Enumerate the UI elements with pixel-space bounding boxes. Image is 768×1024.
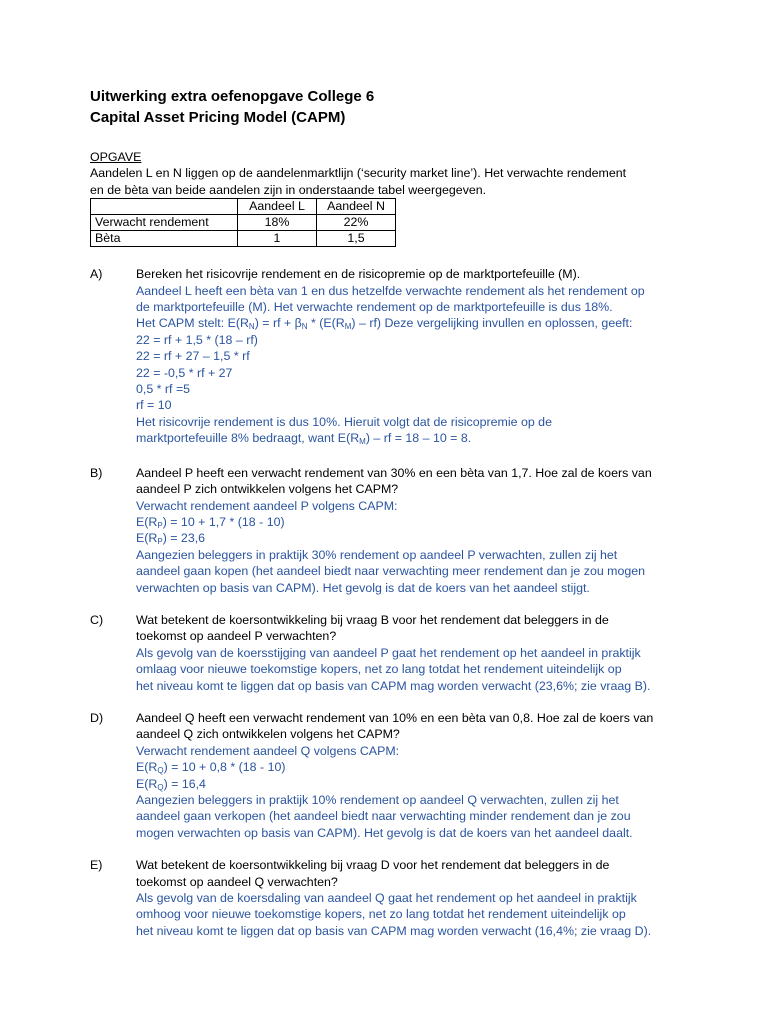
formula-subscript: Q [157, 766, 164, 776]
answer-line: Verwacht rendement aandeel Q volgens CAPM: [136, 743, 400, 758]
answer-line: verwachten op basis van CAPM). Het gevolg is dat de koers van het aandeel stijgt. [136, 580, 590, 595]
answer-line: 22 = rf + 27 – 1,5 * rf [136, 349, 250, 364]
question-label: B) [90, 465, 103, 480]
formula-part: ) = 10 + 1,7 * (18 - 10) [162, 514, 285, 529]
question-text: aandeel P zich ontwikkelen volgens het CAPM? [136, 482, 399, 497]
answer-line: aandeel gaan verkopen (het aandeel biedt naar verwachting minder rendement dan je zou [136, 809, 631, 824]
answer-line [136, 514, 690, 530]
question-b [90, 465, 690, 596]
question-text: toekomst op aandeel P verwachten? [136, 629, 337, 644]
formula-part: ) = 16,4 [163, 776, 206, 791]
answer-line: Aandeel L heeft een bèta van 1 en dus hetzelfde verwachte rendement als het rendement op [136, 283, 645, 298]
answer-line: aandeel gaan kopen (het aandeel biedt naar verwachting meer rendement dan je zou mogen [136, 564, 646, 579]
formula-part: * (E(R [307, 316, 345, 331]
table-row [91, 215, 396, 231]
question-label: C) [90, 612, 104, 627]
question-body [136, 710, 690, 841]
table-header-cell: Aandeel L [238, 199, 317, 215]
formula-part: E(R [136, 776, 158, 791]
answer-line: de marktportefeuille (M). Het verwachte rendement op de marktportefeuille is dus 18%. [136, 300, 613, 315]
question-text: Bereken het risicovrije rendement en de risicopremie op de marktportefeuille (M). [136, 267, 581, 282]
formula-part: ) = 10 + 0,8 * (18 - 10) [163, 760, 286, 775]
formula-part: ) = 23,6 [162, 531, 206, 546]
question-body [136, 612, 690, 694]
table-cell: 1,5 [317, 231, 396, 247]
document-subtitle: Capital Asset Pricing Model (CAPM) [90, 109, 346, 126]
answer-line: Aangezien beleggers in praktijk 10% rendement op aandeel Q verwachten, zullen zij het [136, 793, 619, 807]
answer-line: het niveau komt te liggen dat op basis van CAPM mag worden verwacht (16,4%; zie vraag D). [136, 923, 652, 938]
answer-line: mogen verwachten op basis van CAPM). Het gevolg is dat de koers van het aandeel daalt. [136, 825, 633, 840]
question-text: aandeel Q zich ontwikkelen volgens het CAPM? [136, 727, 400, 742]
table-cell: Bèta [91, 231, 238, 247]
question-label: D) [90, 710, 104, 725]
question-d [90, 710, 690, 841]
question-e [90, 857, 690, 939]
question-text: toekomst op aandeel Q verwachten? [136, 874, 338, 889]
answer-line [136, 430, 690, 446]
table-header-row [91, 199, 396, 215]
formula-subscript: M [344, 322, 352, 332]
formula-part: ) – rf) Deze vergelijking invullen en oplossen, geeft: [351, 316, 633, 331]
formula-subscript: P [157, 537, 163, 547]
formula-part: ) = rf + β [254, 316, 302, 331]
formula-part: E(R [136, 514, 158, 529]
question-c [90, 612, 690, 694]
table-cell: 18% [238, 215, 317, 231]
answer-line [136, 759, 690, 775]
answer-line: Aangezien beleggers in praktijk 30% rendement op aandeel P verwachten, zullen zij het [136, 547, 618, 562]
formula-subscript: N [301, 322, 308, 332]
document-title: Uitwerking extra oefenopgave College 6 [90, 88, 375, 105]
data-table [90, 198, 396, 247]
formula-part: marktportefeuille 8% bedraagt, want E(R [136, 431, 360, 446]
formula-subscript: P [157, 520, 163, 530]
formula-part: Het CAPM stelt: E(R [136, 316, 249, 331]
table-cell: 1 [238, 231, 317, 247]
question-label: E) [90, 858, 103, 873]
answer-line: Verwacht rendement aandeel P volgens CAPM: [136, 498, 398, 513]
opgave-text-line: Aandelen L en N liggen op de aandelenmarktlijn (‘security market line’). Het verwachte rendement [90, 166, 627, 181]
answer-line: Als gevolg van de koersstijging van aandeel P gaat het rendement op het aandeel in praktijk [136, 645, 641, 660]
table-row [91, 231, 396, 247]
question-text: Wat betekent de koersontwikkeling bij vraag B voor het rendement dat beleggers in de [136, 612, 609, 627]
opgave-section [90, 149, 690, 198]
formula-subscript: M [359, 437, 366, 447]
question-body [136, 857, 690, 939]
answer-line: Het risicovrije rendement is dus 10%. Hieruit volgt dat de risicopremie op de [136, 414, 552, 429]
document-page [90, 86, 690, 939]
table-header-cell [91, 199, 238, 215]
answer-line: 22 = rf + 1,5 * (18 – rf) [136, 332, 258, 347]
opgave-heading: OPGAVE [90, 150, 142, 164]
question-label: A) [90, 267, 103, 282]
answer-line: omhoog voor nieuwe toekomstige kopers, net zo lang totdat het rendement uiteindelijk op [136, 907, 626, 922]
question-body [136, 465, 690, 596]
formula-part: E(R [136, 760, 158, 775]
answer-line: rf = 10 [136, 398, 172, 413]
question-a [90, 266, 690, 446]
formula-part: E(R [136, 531, 158, 546]
table-header-cell: Aandeel N [317, 199, 396, 215]
question-text: Wat betekent de koersontwikkeling bij vraag D voor het rendement dat beleggers in de [136, 858, 610, 873]
answer-line [136, 776, 690, 792]
question-text: Aandeel Q heeft een verwacht rendement van 10% en een bèta van 0,8. Hoe zal de koers van [136, 710, 654, 725]
answer-line: het niveau komt te liggen dat op basis van CAPM mag worden verwacht (23,6%; zie vraag B). [136, 678, 651, 693]
answer-line [136, 315, 690, 331]
table-cell: 22% [317, 215, 396, 231]
answer-line [136, 530, 690, 546]
answer-line: 22 = -0,5 * rf + 27 [136, 365, 233, 380]
table-cell: Verwacht rendement [91, 215, 238, 231]
question-body [136, 266, 690, 446]
opgave-text-line: en de bèta van beide aandelen zijn in onderstaande tabel weergegeven. [90, 182, 487, 197]
answer-line: omlaag voor nieuwe toekomstige kopers, net zo lang totdat het rendement uiteindelijk op [136, 662, 622, 677]
formula-subscript: Q [157, 782, 164, 792]
formula-subscript: N [248, 322, 255, 332]
answer-line: 0,5 * rf =5 [136, 382, 191, 397]
formula-part: ) – rf = 18 – 10 = 8. [365, 431, 472, 446]
answer-line: Als gevolg van de koersdaling van aandeel Q gaat het rendement op het aandeel in praktijk [136, 891, 637, 906]
question-text: Aandeel P heeft een verwacht rendement van 30% en een bèta van 1,7. Hoe zal de koers van [136, 465, 652, 480]
